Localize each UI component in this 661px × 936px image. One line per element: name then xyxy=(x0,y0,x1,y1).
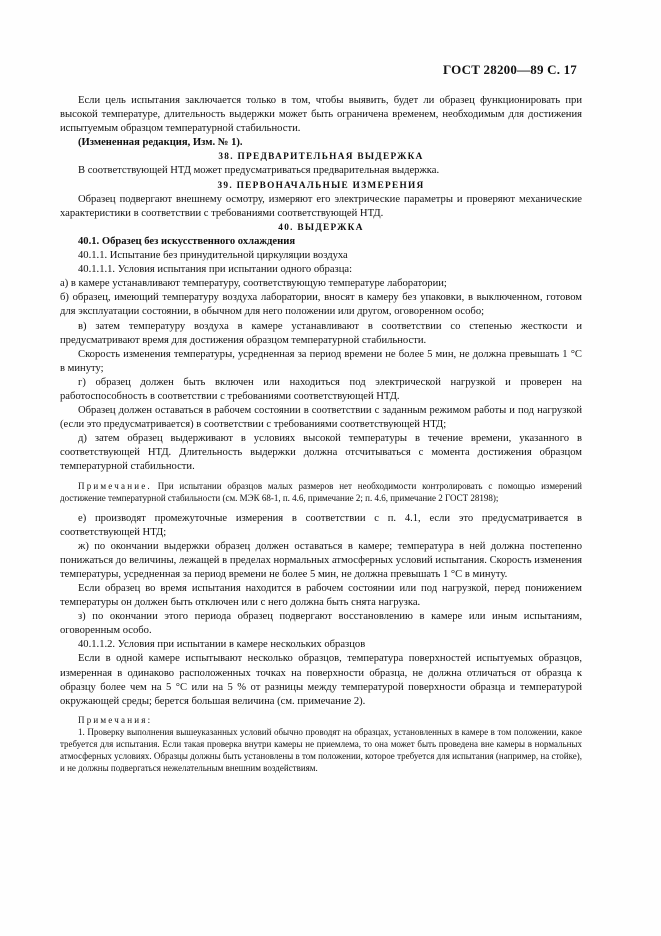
list-item-a: а) в камере устанавливают температуру, соответствующую температуре лаборатории; xyxy=(60,278,447,290)
paragraph-power-off: Если образец во время испытания находится в рабочем состоянии или под нагрузкой, перед понижением температуры он должен быть отключен или с него должна быть снята нагрузка. xyxy=(60,583,582,609)
list-item-g: г) образец должен быть включен или находиться под электрической нагрузкой и проверен на работоспособность в соответствии с требованиями соответствующей НТД. xyxy=(60,376,582,402)
list-item-e: е) производят промежуточные измерения в соответствии с п. 4.1, если это предусматривается в соответствующей НТД; xyxy=(60,512,582,538)
note-1-label: Примечание. xyxy=(78,480,152,491)
paragraph-multi: Если в одной камере испытывают несколько образцов, температура поверхностей испытуемых образцов, измеренная в одинаково расположенных точках на поверхности образца, не должна отличаться от образца к образцу более чем на 5 °С или на 5 % от разницы между температурой поверхности образца и температурой окружающей среды; берется большая величина (см. примечание 2). xyxy=(60,653,582,707)
notes-heading xyxy=(60,714,582,726)
note-1-text: При испытании образцов малых размеров нет необходимости контролировать с помощью измерений достижение температурной стабильности (см. МЭК 68-1, п. 4.6, примечание 2; п. 4.6, примечание 2 ГОСТ 28198); xyxy=(60,480,582,503)
paragraph-rate: Скорость изменения температуры, усредненная за период времени не более 5 мин, не должна превышать 1 °С в минуту; xyxy=(60,348,582,374)
subsection-40-1-1-1: 40.1.1.1. Условия испытания при испытании одного образца: xyxy=(78,264,353,276)
notes-item-1: 1. Проверку выполнения вышеуказанных условий обычно проводят на образцах, установленных в камере в том положении, какое требуется для испытания. Если такая проверка внутри камеры не приемлема, то она может быть проведена вне камеры в нормальных атмосферных условиях. Образцы должны быть установлены в том положении, которое требуется для испытания (например, на стойке), и не должны подвергаться нежелательным внешним воздействиям. xyxy=(60,726,582,773)
list-item-zh: ж) по окончании выдержки образец должен оставаться в камере; температура в ней должна постепенно понижаться до величины, лежащей в пределах нормальных атмосферных условий испытания. Скорость изменения температуры, усредненная за период времени не более 5 мин, не должна превышать 1 °С в минуту. xyxy=(60,540,582,580)
section-39-text: Образец подвергают внешнему осмотру, измеряют его электрические параметры и проверяют механические характеристики в соответствии с требованиями соответствующей НТД. xyxy=(60,193,582,219)
list-item-d: д) затем образец выдерживают в условиях высокой температуры в течение времени, указанного в соответствующей НТД. Длительность выдержки должна отсчитываться с момента достижения образцом температурной стабильности. xyxy=(60,433,582,473)
subsection-40-1-1-2: 40.1.1.2. Условия при испытании в камере нескольких образцов xyxy=(78,639,366,651)
list-item-z: з) по окончании этого периода образец подвергают восстановлению в камере или иным испытаниям, оговоренным особо. xyxy=(60,611,582,637)
subsection-40-1-1: 40.1.1. Испытание без принудительной циркуляции воздуха xyxy=(78,250,348,262)
notes-label: Примечания: xyxy=(78,714,153,725)
section-39-title: 39. ПЕРВОНАЧАЛЬНЫЕ ИЗМЕРЕНИЯ xyxy=(217,180,425,191)
section-38-title: 38. ПРЕДВАРИТЕЛЬНАЯ ВЫДЕРЖКА xyxy=(218,152,424,163)
paragraph-intro: Если цель испытания заключается только в том, чтобы выявить, будет ли образец функционировать при высокой температуре, длительность выдержки может быть ограничена временем, необходимым для достижения испытуемым образцом температурной стабильности. xyxy=(60,95,582,135)
section-40-title: 40. ВЫДЕРЖКА xyxy=(278,222,364,233)
amendment-note: (Измененная редакция, Изм. № 1). xyxy=(78,137,243,149)
page-header: ГОСТ 28200—89 С. 17 xyxy=(443,62,577,77)
section-38-text: В соответствующей НТД может предусматриваться предварительная выдержка. xyxy=(78,165,440,177)
note-1 xyxy=(60,480,582,504)
list-item-v: в) затем температуру воздуха в камере устанавливают в соответствии со степенью жесткости и предусматривают время для достижения образцом температурной стабильности. xyxy=(60,320,582,346)
subsection-40-1: 40.1. Образец без искусственного охлаждения xyxy=(78,235,296,247)
list-item-b: б) образец, имеющий температуру воздуха лаборатории, вносят в камеру без упаковки, в выключенном, готовом для эксплуатации состоянии, в обычном для него положении или другом, оговоренном особо; xyxy=(60,292,582,318)
document-body xyxy=(60,94,582,774)
paragraph-working: Образец должен оставаться в рабочем состоянии в соответствии с заданным режимом работы и под нагрузкой (если это предусматривается) в соответствии с требованиями соответствующей НТД; xyxy=(60,405,582,431)
